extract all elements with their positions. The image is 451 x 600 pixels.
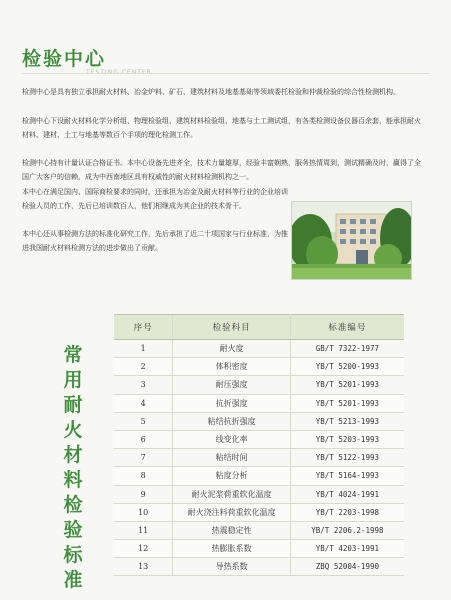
row-index: 3 [114, 376, 173, 394]
intro-paragraph-1: 检测中心是具有独立承担耐火材料、冶金炉料、矿石、建筑材料及地基基础等领域委托检验和仲裁检验的综合性检测机构。 [22, 88, 400, 96]
table-row [114, 430, 404, 448]
row-standard: YB/T 5164-1993 [290, 467, 404, 485]
vertical-title-char: 耐 [63, 394, 83, 416]
row-item: 耐压强度 [173, 376, 290, 394]
row-standard: GB/T 7322-1977 [290, 340, 404, 358]
row-standard: YB/T 5201-1993 [290, 394, 404, 412]
row-standard: YB/T 5213-1993 [290, 412, 404, 430]
row-index: 4 [114, 394, 173, 412]
table-row [114, 376, 404, 394]
vertical-title-char: 准 [63, 569, 83, 591]
row-standard: YB/T 4203-1991 [290, 540, 404, 558]
vertical-title-char: 料 [63, 469, 83, 491]
row-index: 10 [114, 503, 173, 521]
vertical-title-char: 火 [63, 419, 83, 441]
table-row [114, 449, 404, 467]
row-index: 2 [114, 358, 173, 376]
header-standard: 标准编号 [290, 315, 404, 340]
standards-table [114, 314, 404, 576]
row-item: 粘结时间 [173, 449, 290, 467]
row-index: 6 [114, 430, 173, 448]
row-index: 8 [114, 467, 173, 485]
row-standard: YB/T 5122-1993 [290, 449, 404, 467]
row-index: 12 [114, 540, 173, 558]
row-index: 11 [114, 521, 173, 539]
table-row [114, 540, 404, 558]
row-item: 导热系数 [173, 558, 290, 576]
vertical-title-char: 常 [63, 344, 83, 366]
row-standard: YB/T 5201-1993 [290, 376, 404, 394]
vertical-title-char: 验 [63, 519, 83, 541]
vertical-section-title [62, 343, 84, 593]
row-standard: YB/T 5200-1993 [290, 358, 404, 376]
vertical-title-char: 材 [63, 444, 83, 466]
intro-paragraph-2: 检测中心下设耐火材料化学分析组、物理检验组、建筑材料检验组、地基与土工测试组，有各类检测设备仪器百余套，能承担耐火材料、建材、土工与地基等数百个手项的理化检测工作。 [22, 117, 421, 139]
table-row [114, 358, 404, 376]
row-index: 9 [114, 485, 173, 503]
row-item: 热膨胀系数 [173, 540, 290, 558]
row-standard: ZBQ 52004-1990 [290, 558, 404, 576]
row-item: 线变化率 [173, 430, 290, 448]
row-standard: YB/T 2206.2-1998 [290, 521, 404, 539]
table-row [114, 340, 404, 358]
table-row [114, 412, 404, 430]
table-row [114, 467, 404, 485]
table-header-row [114, 315, 404, 340]
intro-paragraph-3: 检测中心持有计量认证合格证书。本中心设备先进齐全，技术力量雄厚，经验丰富娴熟，服务热情周到，测试精确及时，赢得了全国广大客户的信赖，成为中西南地区具有权威性的耐火材料检测机构之一。 [22, 159, 421, 181]
row-item: 耐火泥浆荷重软化温度 [173, 485, 290, 503]
row-item: 热震稳定性 [173, 521, 290, 539]
table-row [114, 558, 404, 576]
page-subtitle: TESTING CENTER [86, 69, 152, 76]
row-standard: YB/T 2203-1998 [290, 503, 404, 521]
row-standard: YB/T 5203-1993 [290, 430, 404, 448]
vertical-title-char: 检 [63, 494, 83, 516]
page-title: 检验中心 [22, 48, 107, 70]
row-item: 抗折强度 [173, 394, 290, 412]
row-index: 13 [114, 558, 173, 576]
building-photo-image [292, 202, 411, 279]
table-row [114, 394, 404, 412]
row-item: 耐火度 [173, 340, 290, 358]
building-photo [291, 201, 412, 280]
header-item: 检验科目 [173, 315, 290, 340]
row-item: 粘结抗折强度 [173, 412, 290, 430]
table-row [114, 485, 404, 503]
table-row [114, 503, 404, 521]
row-item: 粘度分析 [173, 467, 290, 485]
row-item: 体积密度 [173, 358, 290, 376]
row-item: 耐火浇注料荷重软化温度 [173, 503, 290, 521]
header-index: 序号 [114, 315, 173, 340]
row-standard: YB/T 4024-1991 [290, 485, 404, 503]
row-index: 1 [114, 340, 173, 358]
vertical-title-char: 标 [63, 544, 83, 566]
intro-paragraph-4: 本中心在满足国内、国际商检要求的同时，还承担为冶金及耐火材料等行业的企业培训检验人员的工作，先后已培训数百人，他们相继成为其企业的技术骨干。 [22, 188, 288, 210]
row-index: 7 [114, 449, 173, 467]
row-index: 5 [114, 412, 173, 430]
vertical-title-char: 用 [63, 369, 83, 391]
intro-paragraph-5: 本中心还从事检测方法的标准化研究工作，先后承担了近二十项国家与行业标准，为推进我国耐火材料检测方法的进步做出了贡献。 [22, 230, 288, 252]
table-row [114, 521, 404, 539]
title-divider [22, 73, 430, 74]
